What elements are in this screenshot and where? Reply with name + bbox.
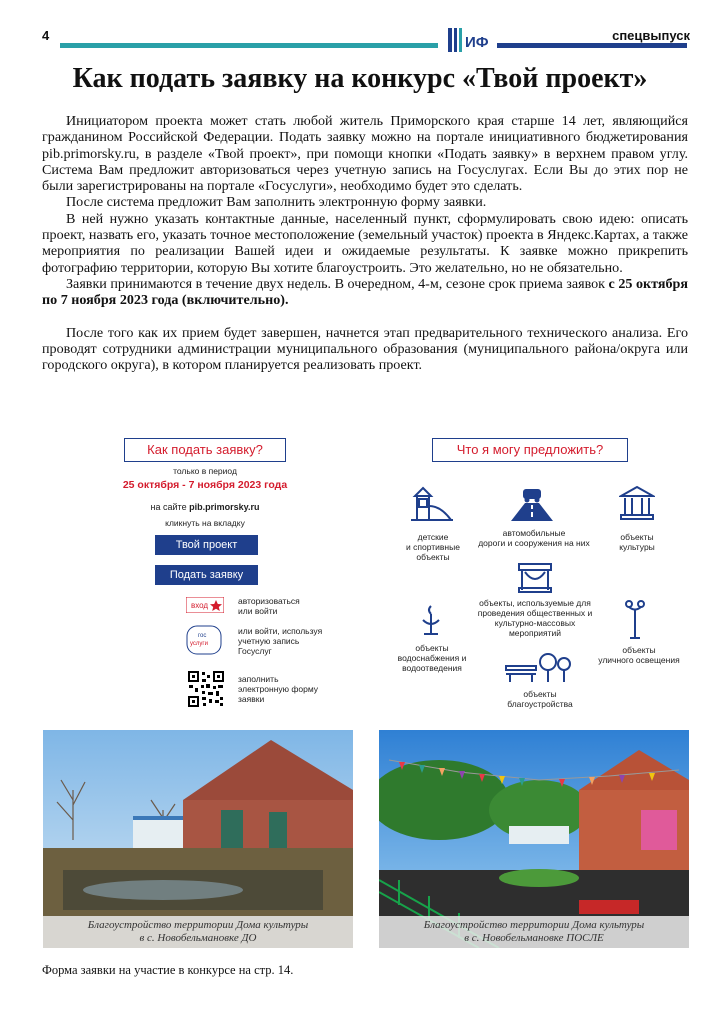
category-playgrounds: детские и спортивные объекты (406, 532, 460, 562)
culture-building-icon (619, 485, 655, 521)
publication-logo (444, 26, 492, 54)
category-water: объекты водоснабжения и водоотведения (397, 643, 467, 673)
category-roads: автомобильные дороги и сооружения на них (478, 528, 590, 548)
qr-code-icon[interactable] (187, 670, 225, 708)
photo-after (379, 730, 689, 948)
gosuslugi-icon (186, 625, 222, 655)
header-rule-teal (60, 43, 438, 48)
paragraph-3: В ней нужно указать контактные данные, населенный пункт, сформулировать свою идею: описать проект, назвать его, указать точное местоположение (земельный участок) проекта в Яндекс.Картах, а также мероприятия по реализации Вашей идеи и ожидаемые результаты. К заявке можно прикрепить фотографию территории, которую Вы хотите благоустроить. Это желательно, но не обязательно. (42, 210, 688, 276)
deadline-bold: с 25 октября по 7 ноября 2023 года (включительно). (42, 275, 688, 309)
photo-after-caption (379, 916, 689, 948)
paragraph-1: Инициатором проекта может стать любой житель Приморского края старше 14 лет, являющийся гражданином Российской Федерации. Подать заявку можно на портале инициативного бюджетирования pib.primorsky.ru, в разделе «Твой проект», при помощи кнопки «Подать заявку» в верхнем правом углу. Система Вам предложит авторизоваться через учетную запись на Госуслугах. Если Вы до этих пор не были зарегистрированы на портале «Госуслуги», необходимо будет это сделать. (42, 113, 688, 195)
article-body (42, 113, 688, 373)
paragraph-4 (42, 276, 688, 309)
photo-after-caption-line-1: Благоустройство территории Дома культуры (423, 919, 645, 931)
paragraph-4-text: Заявки принимаются в течение двух недель. В очередном, 4-м, сезоне срок приема заявок (66, 275, 609, 292)
category-public-events: объекты, используемые для проведения общественных и культурно-массовых мероприятий (477, 598, 593, 638)
article-title: Как подать заявку на конкурс «Твой проект» (72, 63, 648, 94)
site-link[interactable]: pib.primorsky.ru (189, 502, 260, 512)
site-line (124, 502, 286, 512)
bench-tree-icon (502, 650, 574, 684)
photo-before (43, 730, 353, 948)
page-number: 4 (42, 28, 50, 43)
logo-text: ИФ (465, 34, 489, 51)
step-authorize: авторизоваться или войти (238, 596, 300, 616)
period-label: только в период (173, 466, 237, 476)
photo-before-caption-line-1: Благоустройство территории Дома культуры (87, 919, 309, 931)
fountain-icon (418, 602, 444, 638)
footer-note: Форма заявки на участие в конкурсе на стр. 14. (42, 963, 294, 977)
photo-before-caption-line-2: в с. Новобельмановке ДО (139, 932, 257, 944)
road-icon (507, 485, 557, 521)
click-label: кликнуть на вкладку (165, 518, 245, 528)
category-landscaping: объекты благоустройства (507, 689, 573, 709)
paragraph-5: После того как их прием будет завершен, начнется этап предварительного технического анализа. Его проводят сотрудники администрации муниципального образования (муниципального района/округа или городского округа), в котором планируется реализовать проект. (42, 324, 688, 374)
category-culture: объекты культуры (619, 532, 655, 552)
application-dates: 25 октября - 7 ноября 2023 года (122, 479, 288, 491)
login-badge-text: вход (191, 601, 209, 610)
paragraph-2: После система предложит Вам заполнить электронную форму заявки. (66, 194, 487, 211)
category-lighting: объекты уличного освещения (598, 645, 680, 665)
what-to-offer-title: Что я могу предложить? (432, 438, 628, 462)
submit-application-button[interactable]: Подать заявку (155, 565, 258, 585)
step-fill-form: заполнить электронную форму заявки (238, 674, 319, 704)
tab-your-project-button[interactable]: Твой проект (155, 535, 258, 555)
street-lamp-icon (622, 598, 648, 642)
photo-before-caption (43, 916, 353, 948)
step-gosuslugi: или войти, используя учетную запись Госуслуг (238, 626, 323, 656)
how-to-apply-title: Как подать заявку? (124, 438, 286, 462)
header-rule-blue (497, 43, 687, 48)
playground-icon (407, 484, 455, 522)
gosuslugi-badge-line-2: услуги (190, 641, 208, 647)
login-badge-icon (186, 597, 224, 613)
section-label: спецвыпуск (612, 28, 690, 43)
site-prefix: на сайте (150, 502, 190, 512)
photo-after-caption-line-2: в с. Новобельмановке ПОСЛЕ (464, 932, 604, 944)
stage-icon (517, 562, 553, 594)
gosuslugi-badge-line-1: гос (198, 633, 207, 639)
